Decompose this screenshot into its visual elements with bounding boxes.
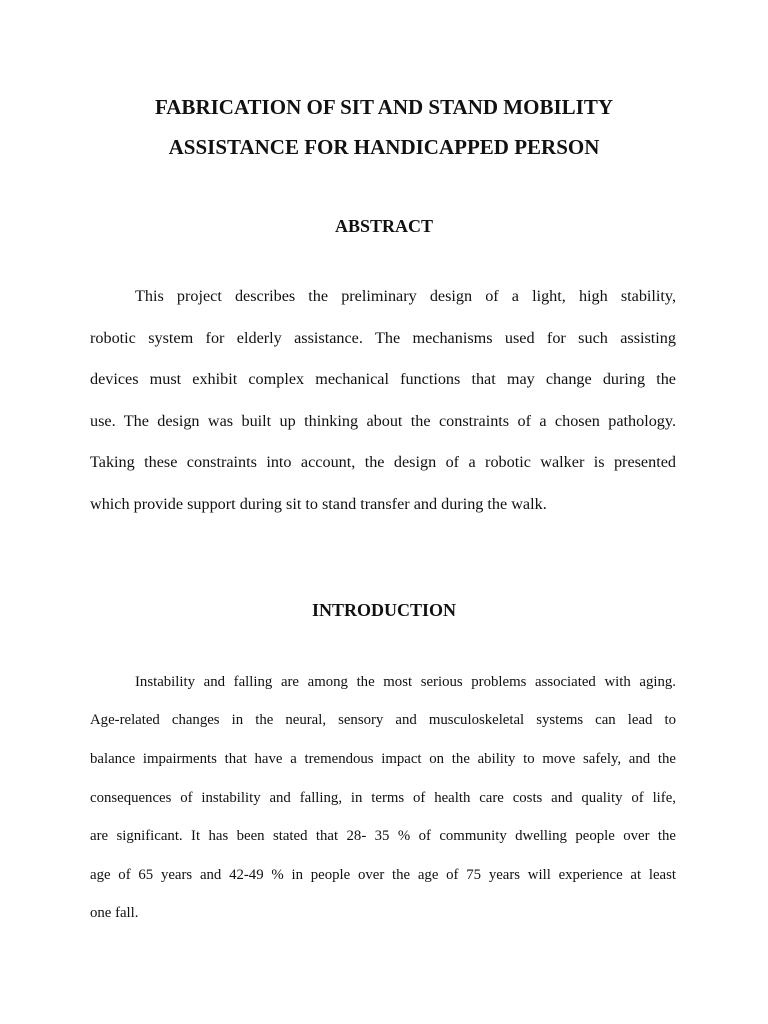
introduction-line: Instability and falling are among the most serious problems associated with aging.	[135, 674, 676, 690]
title-line-2: ASSISTANCE FOR HANDICAPPED PERSON	[168, 135, 600, 159]
abstract-line: robotic system for elderly assistance. The mechanisms used for such assisting	[90, 329, 676, 347]
introduction-heading: INTRODUCTION	[311, 600, 457, 620]
introduction-line: one fall.	[90, 905, 139, 921]
abstract-line: Taking these constraints into account, the design of a robotic walker is presented	[90, 453, 676, 471]
abstract-line: which provide support during sit to stand transfer and during the walk.	[90, 495, 547, 513]
abstract-line: This project describes the preliminary design of a light, high stability,	[135, 287, 676, 305]
abstract-line: devices must exhibit complex mechanical functions that may change during the	[90, 370, 676, 388]
introduction-line: balance impairments that have a tremendous impact on the ability to move safely, and the	[90, 751, 676, 767]
title-line-1: FABRICATION OF SIT AND STAND MOBILITY	[155, 95, 613, 119]
abstract-heading: ABSTRACT	[334, 216, 434, 236]
introduction-line: consequences of instability and falling, in terms of health care costs and quality of life,	[90, 790, 676, 806]
abstract-line: use. The design was built up thinking about the constraints of a chosen pathology.	[90, 412, 676, 430]
introduction-line: Age-related changes in the neural, sensory and musculoskeletal systems can lead to	[90, 712, 676, 728]
introduction-line: are significant. It has been stated that 28- 35 % of community dwelling people over the	[90, 828, 676, 844]
introduction-line: age of 65 years and 42-49 % in people over the age of 75 years will experience at least	[90, 867, 676, 883]
